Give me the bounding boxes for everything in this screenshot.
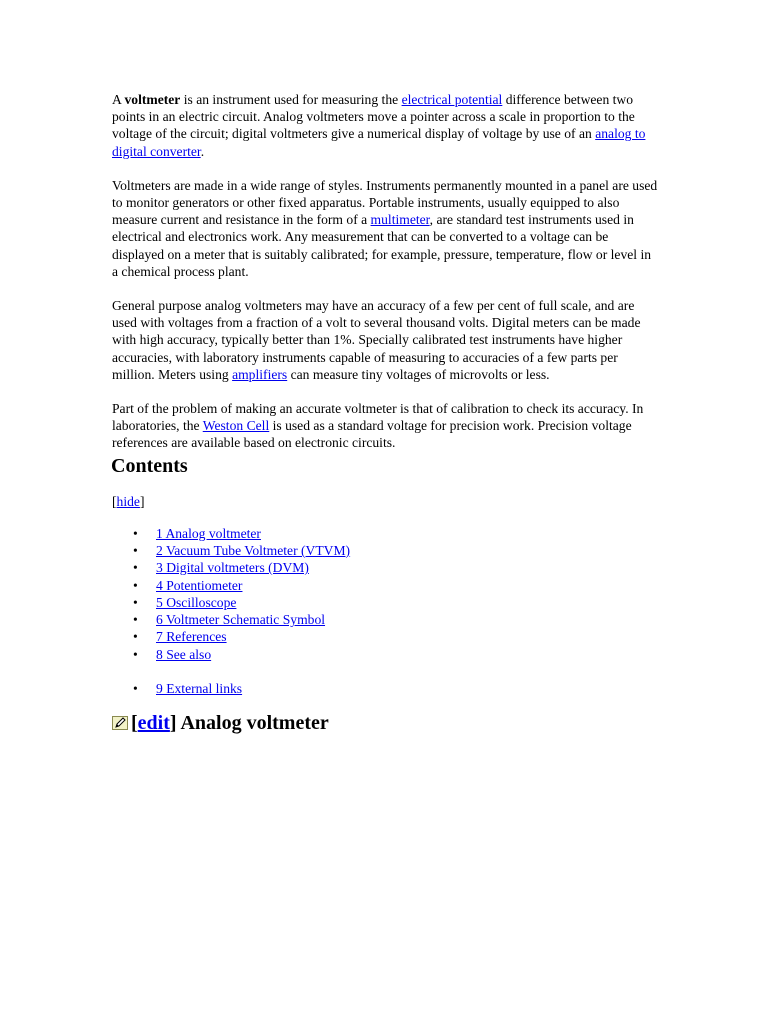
toc-link-oscilloscope[interactable]: 5 Oscilloscope bbox=[156, 594, 237, 610]
text-run: is an instrument used for measuring the bbox=[180, 92, 402, 107]
toc-item bbox=[112, 646, 658, 663]
intro-paragraph-2 bbox=[112, 177, 658, 280]
bullet-icon: • bbox=[133, 646, 138, 662]
toc-link-references[interactable]: 7 References bbox=[156, 629, 227, 645]
link-electrical-potential[interactable]: electrical potential bbox=[401, 92, 503, 107]
link-weston-cell[interactable]: Weston Cell bbox=[202, 418, 270, 434]
toc-item bbox=[112, 525, 658, 542]
toc-toggle-close-bracket: ] bbox=[139, 493, 145, 509]
toc-item bbox=[112, 628, 658, 645]
toc-toggle-open-bracket: [ bbox=[112, 493, 117, 509]
section-title: Analog voltmeter bbox=[176, 712, 329, 735]
section-heading-analog-voltmeter bbox=[112, 711, 658, 735]
text-run: . bbox=[200, 143, 205, 159]
text-run: Part of the problem of making an accurate voltmeter is that of calibration to check its accuracy. In laboratories, the bbox=[112, 401, 644, 434]
bullet-icon: • bbox=[133, 681, 138, 697]
text-run: can measure tiny voltages of microvolts or less. bbox=[287, 366, 550, 382]
toc-link-vtvm[interactable]: 2 Vacuum Tube Voltmeter (VTVM) bbox=[156, 542, 351, 558]
toc-link-analog-voltmeter[interactable]: 1 Analog voltmeter bbox=[156, 525, 261, 541]
intro-paragraph-4 bbox=[112, 400, 658, 452]
link-amplifiers[interactable]: amplifiers bbox=[232, 366, 288, 382]
toc-link-schematic-symbol[interactable]: 6 Voltmeter Schematic Symbol bbox=[156, 612, 326, 628]
toc-item bbox=[112, 680, 658, 697]
bullet-icon: • bbox=[133, 525, 138, 541]
bullet-icon: • bbox=[133, 542, 138, 558]
text-run: difference between two points in an electric circuit. Analog voltmeters move a pointer across a scale in proportion to the voltage of the circuit; digital voltmeters give a numerical display of voltage by use of an bbox=[112, 92, 635, 142]
bullet-icon: • bbox=[133, 629, 138, 645]
toc-item bbox=[112, 611, 658, 628]
article-body bbox=[112, 91, 658, 735]
intro-paragraph-1 bbox=[112, 91, 658, 160]
link-multimeter[interactable]: multimeter bbox=[370, 212, 430, 228]
text-run: is used as a standard voltage for precision work. Precision voltage references are available based on electronic circuits. bbox=[112, 418, 632, 451]
link-analog-to-digital-converter[interactable]: analog to digital converter bbox=[112, 126, 646, 159]
toc-item bbox=[112, 542, 658, 559]
toc-link-see-also[interactable]: 8 See also bbox=[156, 646, 212, 662]
edit-bracket-open: [ bbox=[131, 712, 138, 735]
bullet-icon: • bbox=[133, 577, 138, 593]
table-of-contents bbox=[112, 525, 658, 698]
bullet-icon: • bbox=[133, 594, 138, 610]
edit-link[interactable]: edit bbox=[137, 712, 170, 735]
toc-link-dvm[interactable]: 3 Digital voltmeters (DVM) bbox=[156, 560, 309, 576]
text-run: A bbox=[112, 92, 125, 107]
toc-link-external-links[interactable]: 9 External links bbox=[156, 681, 243, 697]
contents-heading: Contents bbox=[111, 454, 188, 477]
toc-link-potentiometer[interactable]: 4 Potentiometer bbox=[156, 577, 243, 593]
toc-hide-link[interactable]: hide bbox=[116, 493, 140, 509]
toc-toggle bbox=[112, 493, 658, 510]
edit-bracket-close: ] bbox=[169, 712, 177, 735]
text-run: Voltmeters are made in a wide range of styles. Instruments permanently mounted in a panel are used to monitor generators or other fixed apparatus. Portable instruments, usually equipped to also measure current and resistance in the form of a bbox=[112, 177, 658, 228]
toc-item bbox=[112, 594, 658, 611]
text-run: , are standard test instruments used in electrical and electronics work. Any measurement that can be converted to a voltage can be displayed on a meter that is suitably calibrated; for example, pressure, temperature, flow or level in a chemical process plant. bbox=[112, 212, 652, 279]
text-run: General purpose analog voltmeters may have an accuracy of a few per cent of full scale, and are used with voltages from a fraction of a volt to several thousand volts. Digital meters can be made with high accuracy, typically better than 1%. Specially calibrated test instruments have higher accuracies, with laboratory instruments capable of measuring to accuracies of a few parts per million. Meters using bbox=[112, 298, 641, 382]
bullet-icon: • bbox=[133, 612, 138, 628]
toc-item bbox=[112, 559, 658, 576]
bullet-icon: • bbox=[133, 560, 138, 576]
edit-pencil-icon[interactable] bbox=[112, 716, 128, 730]
intro-paragraph-3 bbox=[112, 297, 658, 383]
bold-term-voltmeter: voltmeter bbox=[124, 92, 181, 107]
toc-item bbox=[112, 577, 658, 594]
